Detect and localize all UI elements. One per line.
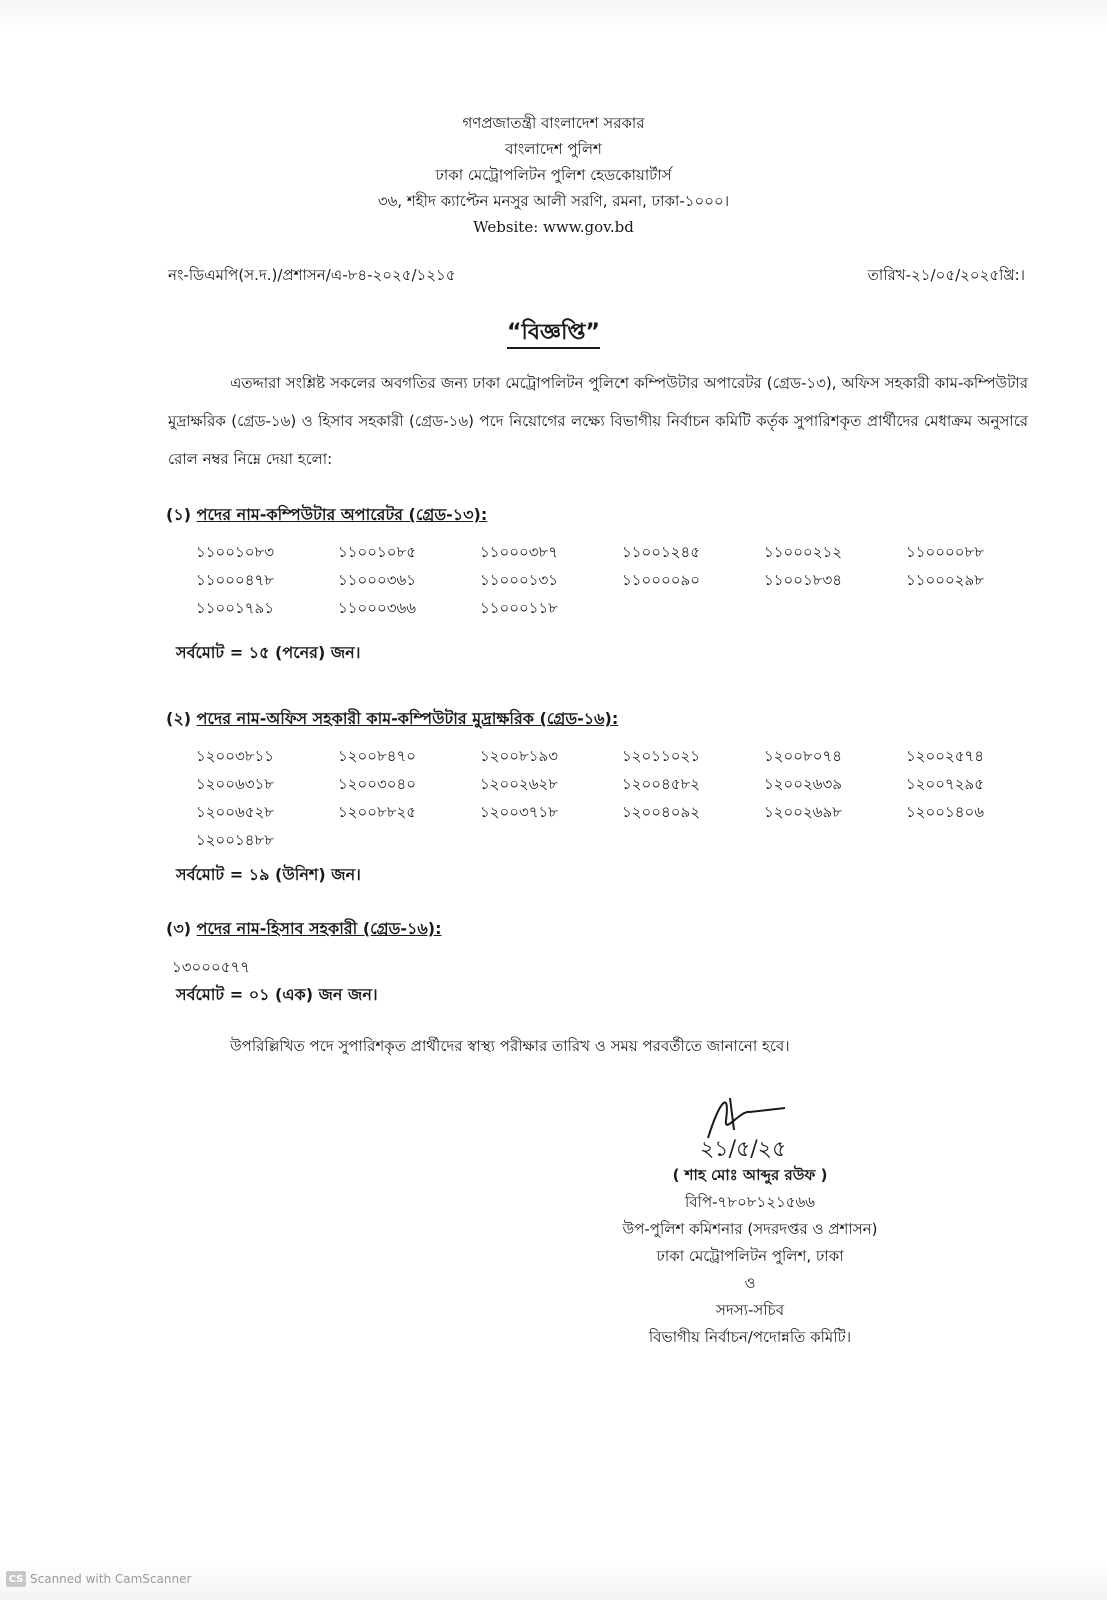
signatory-designation: উপ-পুলিশ কমিশনার (সদরদপ্তর ও প্রশাসন): [622, 1220, 878, 1238]
roll-number: ১১০০০২১২: [764, 543, 842, 561]
roll-number: ১২০০২৬৩৯: [764, 775, 842, 793]
roll-number: ১২০০১৪৮৮: [196, 831, 274, 849]
post-heading: (২) পদের নাম-অফিস সহকারী কাম-কম্পিউটার মুদ্রাক্ষরিক (গ্রেড-১৬):: [166, 709, 619, 728]
roll-number: ১১০০০৩৬১: [338, 571, 416, 589]
roll-number: ১২০০৬৩১৮: [196, 775, 274, 793]
signatory-office: ঢাকা মেট্রোপলিটন পুলিশ, ঢাকা: [656, 1247, 844, 1265]
govt-name: গণপ্রজাতন্ত্রী বাংলাদেশ সরকার: [462, 114, 645, 132]
roll-number: ১২০০২৫৭৪: [906, 747, 984, 765]
letterhead: [0, 110, 1107, 240]
roll-number: ১১০০০১৩১: [480, 571, 558, 589]
roll-number: ১২০০৩৭১৮: [480, 803, 558, 821]
scanner-watermark: [6, 1571, 191, 1587]
roll-number: ১১০০০১১৮: [480, 599, 558, 617]
office-address: ৩৬, শহীদ ক্যাপ্টেন মনসুর আলী সরণি, রমনা, ঢাকা-১০০০।: [377, 192, 730, 210]
signature-date: ২১/৫/২৫: [700, 1137, 787, 1160]
roll-number: ১১০০০০৯০: [622, 571, 700, 589]
post-heading: (১) পদের নাম-কম্পিউটার অপারেটর (গ্রেড-১৩):: [166, 505, 488, 524]
roll-list: [196, 540, 996, 620]
roll-number: ১২০০৮০৭৪: [764, 747, 842, 765]
roll-list: [196, 744, 996, 852]
signatory-role: সদস্য-সচিব: [715, 1301, 785, 1319]
website: Website: www.gov.bd: [473, 218, 634, 236]
roll-number: ১২০০২৬২৮: [480, 775, 558, 793]
roll-number: ১১০০০৩৬৬: [338, 599, 416, 617]
roll-number: ১২০০২৬৯৮: [764, 803, 842, 821]
signatory-and: ও: [744, 1274, 756, 1292]
roll-number: ১১০০১২৪৫: [622, 543, 700, 561]
signatory-bp: বিপি-৭৮০৮১২১৫৬৬: [685, 1193, 815, 1211]
roll-number: ১২০০৩০৪০: [338, 775, 416, 793]
memo-number: নং-ডিএমপি(স.দ.)/প্রশাসন/এ-৮৪-২০২৫/১২১৫: [168, 266, 456, 284]
camscanner-icon: CS: [6, 1571, 26, 1587]
roll-number: ১২০০৪০৯২: [622, 803, 700, 821]
intro-paragraph: এতদ্দারা সংশ্লিষ্ট সকলের অবগতির জন্য ঢাকা মেট্রোপলিটন পুলিশে কম্পিউটার অপারেটর (গ্রেড-১৩), অফিস সহকারী কাম-কম্পিউটার মুদ্রাক্ষরিক (গ্রেড-১৬) ও হিসাব সহকারী (গ্রেড-১৬) পদে নিয়োগের লক্ষ্যে বিভাগীয় নির্বাচন কমিটি কর্তৃক সুপারিশকৃত প্রার্থীদের মেধাক্রম অনুসারে রোল নম্বর নিম্নে দেয়া হলো:: [168, 374, 1028, 468]
roll-number: ১২০০৮৪৭০: [338, 747, 416, 765]
signatory-block: [560, 1162, 940, 1351]
memo-date: তারিখ-২১/০৫/২০২৫খ্রি:।: [867, 266, 1025, 284]
post-total: সর্বমোট = ০১ (এক) জন জন।: [176, 985, 378, 1004]
roll-number: ১২০০৬৫২৮: [196, 803, 274, 821]
roll-number: ১২০০৮৮২৫: [338, 803, 416, 821]
signatory-name: ( শাহ মোঃ আব্দুর রউফ ): [672, 1166, 828, 1184]
scanner-label: Scanned with CamScanner: [30, 1572, 192, 1586]
signatory-committee: বিভাগীয় নির্বাচন/পদোন্নতি কমিটি।: [648, 1328, 852, 1346]
roll-number: ১১০০১০৮৩: [196, 543, 274, 561]
roll-number: ১৩০০০৫৭৭: [172, 958, 250, 976]
roll-number: ১২০০৭২৯৫: [906, 775, 984, 793]
post-total: সর্বমোট = ১৯ (উনিশ) জন।: [176, 865, 361, 884]
reference-line: [168, 264, 1025, 289]
roll-number: ১১০০০৪৭৮: [196, 571, 274, 589]
roll-number: ১১০০০৩৮৭: [480, 543, 558, 561]
handwritten-signature: [690, 1090, 830, 1160]
roll-number: ১২০০৮১৯৩: [480, 747, 558, 765]
roll-number: ১২০০৩৮১১: [196, 747, 274, 765]
roll-number: ১১০০১০৮৫: [338, 543, 416, 561]
roll-number: ১২০১১০২১: [622, 747, 700, 765]
roll-number: ১২০০৪৫৮২: [622, 775, 700, 793]
office-name: ঢাকা মেট্রোপলিটন পুলিশ হেডকোয়ার্টার্স: [435, 166, 672, 184]
notice-title: “বিজ্ঞপ্তি”: [0, 315, 1107, 352]
closing-note: উপরিল্লিখিত পদে সুপারিশকৃত প্রার্থীদের স্বাস্থ্য পরীক্ষার তারিখ ও সময় পরবর্তীতে জানানো হবে।: [230, 1037, 790, 1055]
roll-number: ১১০০০২৯৮: [906, 571, 984, 589]
post-heading: (৩) পদের নাম-হিসাব সহকারী (গ্রেড-১৬):: [166, 919, 442, 938]
dept-name: বাংলাদেশ পুলিশ: [505, 140, 602, 158]
roll-number: ১১০০১৮৩৪: [764, 571, 842, 589]
roll-number: ১১০০১৭৯১: [196, 599, 274, 617]
roll-number: ১২০০১৪০৬: [906, 803, 984, 821]
roll-number: ১১০০০০৮৮: [906, 543, 984, 561]
post-total: সর্বমোট = ১৫ (পনের) জন।: [176, 643, 361, 662]
